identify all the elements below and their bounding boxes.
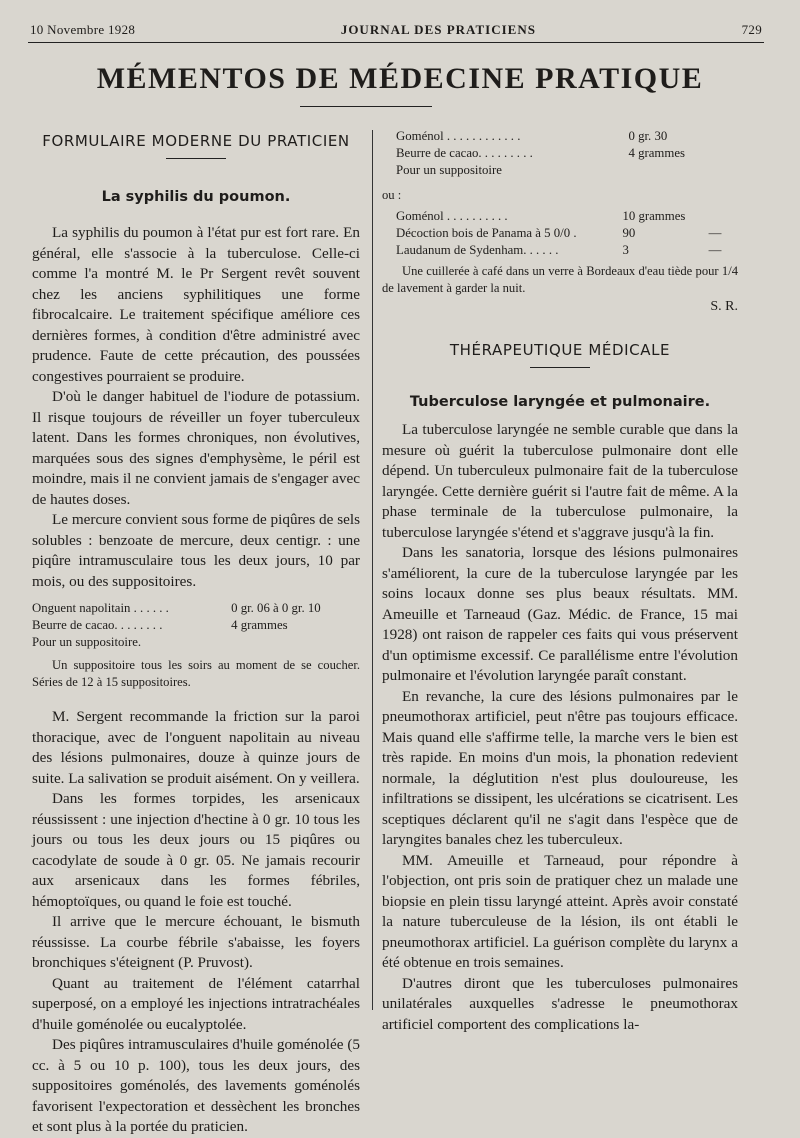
quantity: 0 gr. 30 [628, 129, 668, 143]
ingredient: Pour un suppositoire. [32, 635, 142, 649]
ingredient: Beurre de cacao. . . . . . . . . [396, 146, 533, 160]
ingredient: Goménol . . . . . . . . . . . . [396, 129, 521, 143]
paragraph: M. Sergent recommande la friction sur la paroi thoracique, avec de l'onguent napolitain au niveau des lésions pulmonaires, douze à quinze jours de suite. La salivation se produit aisément. On y veillera. [32, 708, 360, 787]
recipe-line [396, 145, 726, 162]
unit [701, 208, 726, 225]
unit: — [708, 243, 722, 257]
recipe-line [32, 600, 360, 617]
running-head [30, 22, 762, 42]
section-rule [530, 367, 590, 368]
recipe-line [32, 617, 360, 634]
section-title-therapeutique: THÉRAPEUTIQUE MÉDICALE [449, 341, 671, 359]
recipe-line [32, 634, 360, 651]
section-title-formulaire: FORMULAIRE MODERNE DU PRATICIEN [42, 132, 350, 150]
quantity: 0 gr. 06 à 0 gr. 10 [231, 601, 321, 615]
recipe-line [396, 225, 726, 242]
quantity: 90 [622, 226, 636, 240]
column-divider [372, 130, 373, 1010]
recipe-line [396, 128, 726, 145]
article-body-tuberculose [382, 420, 738, 1035]
paragraph: Dans les sanatoria, lorsque des lésions pulmonaires s'améliorent, la cure de la tuberculose laryngée par les soins locaux donne ses plus beaux résultats. MM. Ameuille et Tarneaud (Gaz. Médic. de France, 15 mai 1928) ont raison de rappeler ces faits qui vous préservent d'un optimisme excessif. Ce parallélisme entre l'évolution pulmonaire et l'évolution laryngée paraît constant. [382, 544, 738, 684]
recipe-note: Un suppositoire tous les soirs au moment de se coucher. Séries de 12 à 15 suppositoires. [32, 658, 360, 689]
page-title: MÉMENTOS DE MÉDECINE PRATIQUE [96, 62, 704, 95]
ingredient: Pour un suppositoire [396, 163, 502, 177]
paragraph: La syphilis du poumon à l'état pur est fort rare. En général, elle s'associe à la tuberculose. Celle-ci comme l'a montré M. le Pr Sergent revêt souvent chez les anciens syphilitiques une forme fibrocalcaire. Le traitement spécifique améliore ces dernières formes, à condition d'être administré avec prudence. Faute de cette précaution, des poussées congestives pourraient se produire. [32, 224, 360, 385]
paragraph: MM. Ameuille et Tarneaud, pour répondre à l'objection, ont pris soin de pratiquer chez un malade une biopsie en plein tissu laryngé atteint. Après avoir constaté la nature tuberculeuse de la lésion, ils ont établi le pneumothorax artificiel. La guérison complète du larynx a été obtenue en trois semaines. [382, 851, 738, 971]
paragraph: D'autres diront que les tuberculoses pulmonaires unilatérales auxquelles s'adresse le pneumothorax artificiel comportent des complications la- [382, 974, 738, 1033]
recipe-suppositoire-gomenol [396, 128, 726, 179]
right-column [382, 128, 738, 1035]
ingredient: Laudanum de Sydenham. . . . . . [396, 243, 559, 257]
issue-date: 10 Novembre 1928 [30, 22, 136, 37]
unit: — [708, 226, 722, 240]
quantity [623, 162, 727, 179]
ingredient: Décoction bois de Panama à 5 0/0 . [396, 226, 577, 240]
paragraph: D'où le danger habituel de l'iodure de potassium. Il risque toujours de réveiller un foyer tuberculeux latent. Dans les formes chroniques, non évolutives, marquées sous des signes d'emphysème, le péril est moindre, mais il ne convient jamais de s'engager avec de hautes doses. [32, 388, 360, 508]
recipe-note: Une cuillerée à café dans un verre à Bordeaux d'eau tiède pour 1/4 de lavement à garder la nuit. [382, 264, 738, 295]
paragraph: Le mercure convient sous forme de piqûres de sels solubles : benzoate de mercure, deux centigr. : une piqûre intramusculaire tous les deux jours, 10 par mois, ou des suppositoires. [32, 511, 360, 590]
left-column [32, 132, 360, 1138]
journal-name: JOURNAL DES PRATICIENS [340, 22, 536, 37]
page-number: 729 [741, 22, 762, 37]
or-label: ou : [382, 188, 402, 202]
paragraph: La tuberculose laryngée ne semble curable que dans la mesure où guérit la tuberculose pulmonaire dont elle dépend. Un tuberculeux pulmonaire fait de la tuberculose laryngée. Cette dernière guérit si l'autre fait de même. A la phase terminale de la tuberculose pulmonaire, la tuberculose laryngée s'étend et s'aggrave jusqu'à la fin. [382, 421, 738, 541]
paragraph: En revanche, la cure des lésions pulmonaires par le pneumothorax artificiel, peut n'être pas toujours efficace. Mais quand elle s'affirme telle, la marche vers le bien est très rapide. En moins d'un mois, la phonation redevient normale, la déglutition n'est plus douloureuse, les infiltrations se dissipent, les ulcérations se cicatrisent. Les sceptiques déclarent qu'il ne s'agit dans l'espèce que de laryngites banales chez les tuberculeux. [382, 687, 738, 848]
paragraph: Des piqûres intramusculaires d'huile goménolée (5 cc. à 5 ou 10 p. 100), tous les deux jours, des suppositoires goménolés, des lavements goménolés favorisent l'expectoration et dessèchent les bronches et sont plus à la portée du praticien. [32, 1036, 360, 1135]
quantity: 10 grammes [622, 209, 686, 223]
recipe-line [396, 208, 726, 225]
paragraph: Quant au traitement de l'élément catarrhal superposé, on a employé les injections intratrachéales d'huile goménolée ou eucalyptolée. [32, 974, 360, 1033]
article-body-syphilis-continued [32, 707, 360, 1138]
article-title-tuberculose: Tuberculose laryngée et pulmonaire. [409, 394, 711, 410]
ingredient: Beurre de cacao. . . . . . . . [32, 618, 163, 632]
recipe-line [396, 162, 726, 179]
title-rule [300, 106, 432, 107]
section-rule [166, 158, 226, 159]
quantity [225, 634, 360, 651]
quantity: 3 [622, 243, 629, 257]
header-rule [28, 42, 764, 43]
article-body-syphilis [32, 223, 360, 592]
recipe-lavement [396, 208, 726, 259]
article-title-syphilis: La syphilis du poumon. [101, 189, 291, 205]
recipe-suppositoire-mercure [32, 600, 360, 651]
ingredient: Onguent napolitain . . . . . . [32, 601, 169, 615]
paragraph: Il arrive que le mercure échouant, le bismuth réussisse. La courbe fébrile s'abaisse, les foyers bronchiques s'éteignent (P. Pruvost). [32, 913, 360, 971]
signature: S. R. [710, 299, 738, 314]
paragraph: Dans les formes torpides, les arsenicaux réussissent : une injection d'hectine à 0 gr. 10 tous les jours ou tous les deux jours ou 15 piqûres ou cacodylate de soude à 0 gr. 05. Ne jamais recourir aux arsenicaux dans les formes fébriles, hémoptoïques, ou quand le foie est touché. [32, 790, 360, 910]
quantity: 4 grammes [628, 146, 686, 160]
quantity: 4 grammes [231, 618, 288, 632]
ingredient: Goménol . . . . . . . . . . [396, 209, 508, 223]
recipe-line [396, 242, 726, 259]
